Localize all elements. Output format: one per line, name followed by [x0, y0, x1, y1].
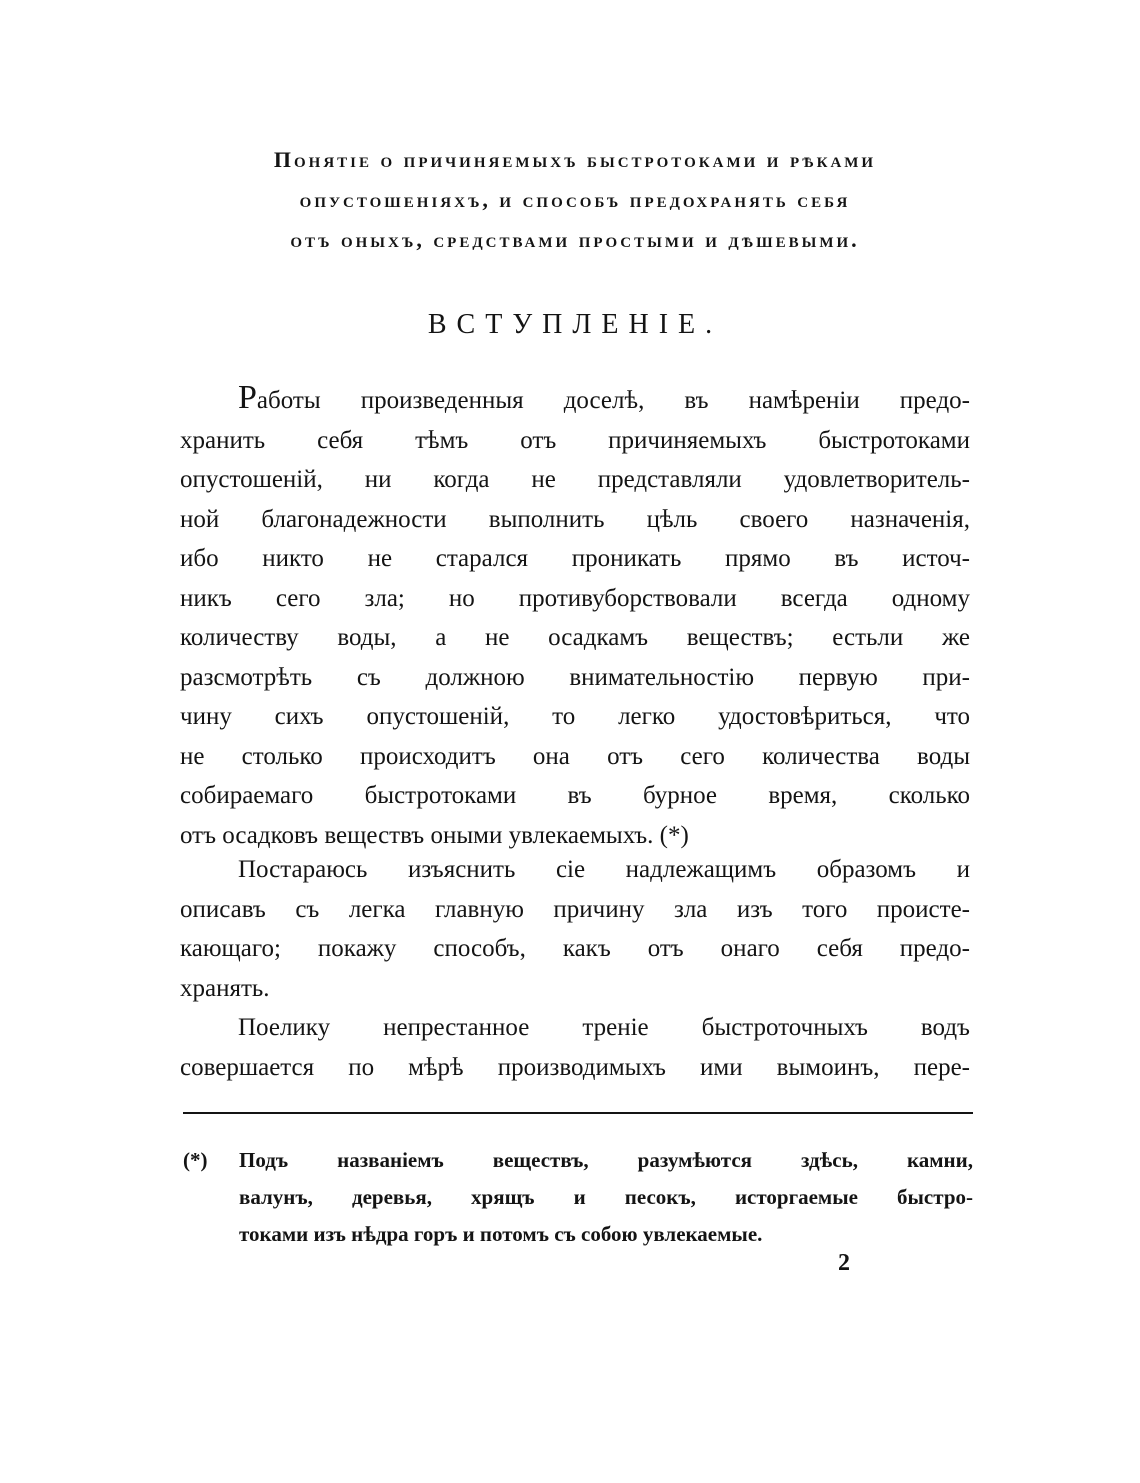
text-line: ибо никто не старался проникать прямо въ источ-	[180, 545, 970, 572]
text-line: ной благонадежности выполнить цѣль своего назначенія,	[180, 505, 970, 533]
text-line: хранять.	[180, 974, 270, 1002]
text-line: кающаго; покажу способъ, какъ отъ онаго себя предо-	[180, 935, 970, 962]
page-number: 2	[838, 1250, 850, 1276]
footnote-divider	[183, 1112, 973, 1114]
text-line: Поелику непрестанное треніе быстроточныхъ водъ	[238, 1014, 970, 1041]
footnote-mark: (*)	[183, 1148, 208, 1172]
text-line: совершается по мѣрѣ производимыхъ ими вымоинъ, пере-	[180, 1053, 970, 1081]
text-line-content: аботы произведенныя доселѣ, въ намѣреніи предо-	[256, 387, 970, 414]
text-line: хранить себя тѣмъ отъ причиняемыхъ быстротоками	[180, 426, 970, 454]
text-line: описавъ съ легка главную причину зла изъ того происте-	[180, 895, 970, 923]
page-title	[180, 140, 970, 260]
text-line: количеству воды, а не осадкамъ веществъ; естьли же	[180, 624, 970, 651]
section-heading: ВСТУПЛЕНІЕ.	[427, 309, 723, 340]
text-line: никъ сего зла; но противуборствовали всегда одному	[180, 584, 970, 612]
text-line: разсмотрѣть съ должною внимательностію первую при-	[180, 663, 970, 691]
title-line: отъ оныхъ, средствами простыми и дѣшевыми.	[290, 227, 860, 252]
text-line: Постараюсь изъяснить сіе надлежащимъ образомъ и	[238, 856, 970, 883]
paragraph-second	[180, 850, 970, 1008]
title-line: опустошеніяхъ, и способъ предохранять себя	[299, 187, 851, 212]
footnote-line: Подъ названіемъ веществъ, разумѣются здѣсь, камни,	[239, 1148, 973, 1172]
footnote-line: токами изъ нѣдра горъ и потомъ съ собою увлекаемые.	[239, 1222, 763, 1246]
text-line: опустошеній, ни когда не представляли удовлетворитель-	[180, 466, 970, 493]
text-line: не столько происходитъ она отъ сего количества воды	[180, 742, 970, 770]
text-line	[180, 378, 970, 421]
text-line: собираемаго быстротоками въ бурное время, сколько	[180, 782, 970, 809]
title-line: Понятіе о причиняемыхъ быстротоками и рѣками	[273, 147, 877, 172]
paragraph-introduction	[180, 378, 970, 855]
footnote-text	[239, 1142, 973, 1253]
footnote	[183, 1142, 973, 1253]
drop-cap: Р	[238, 379, 257, 416]
text-line: чину сихъ опустошеній, то легко удостовѣриться, что	[180, 703, 970, 730]
text-line: отъ осадковъ веществъ оными увлекаемыхъ. (*)	[180, 821, 689, 849]
paragraph-third	[180, 1008, 970, 1087]
footnote-line: валунъ, деревья, хрящъ и песокъ, исторгаемые быстро-	[239, 1185, 973, 1209]
